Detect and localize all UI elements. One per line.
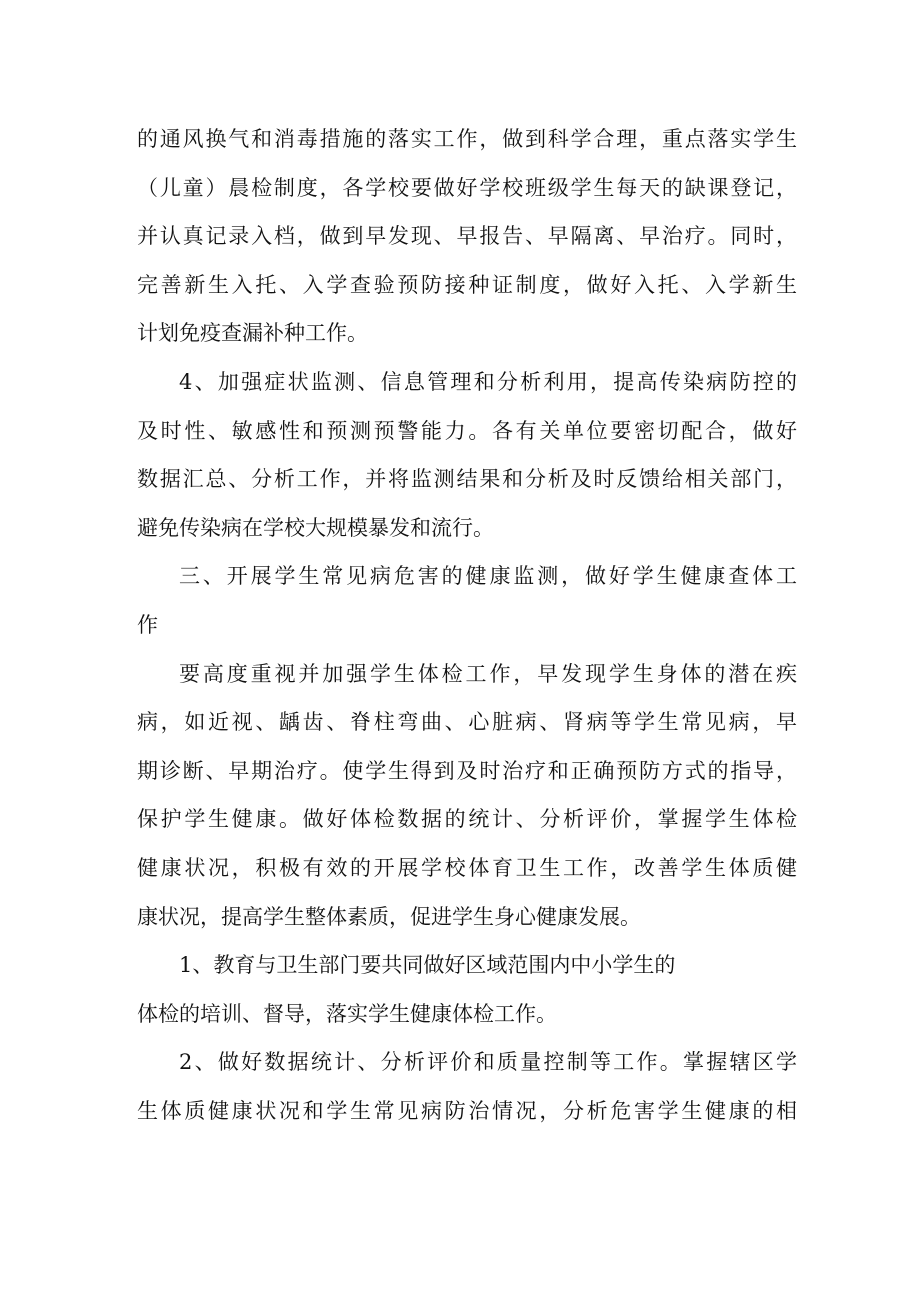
text-line: 体检的培训、督导，落实学生健康体检工作。: [137, 1001, 557, 1026]
paragraph-first-line: 2、做好数据统计、分析评价和质量控制等工作。掌握辖区学: [179, 1050, 797, 1075]
document-body: [137, 115, 797, 1135]
text-line: 康状况，提高学生整体素质，促进学生身心健康发展。: [137, 904, 641, 929]
text-line: 健康状况，积极有效的开展学校体育卫生工作，改善学生体质健: [137, 855, 797, 880]
text-line: 及时性、敏感性和预测预警能力。各有关单位要密切配合，做好: [137, 418, 797, 443]
paragraph-first-line: 4、加强症状监测、信息管理和分析利用，提高传染病防控的: [179, 369, 797, 394]
text-line: 完善新生入托、入学查验预防接种证制度，做好入托、入学新生: [137, 272, 797, 297]
text-line: 保护学生健康。做好体检数据的统计、分析评价，掌握学生体检: [137, 807, 797, 832]
text-line: 生体质健康状况和学生常见病防治情况，分析危害学生健康的相: [137, 1098, 797, 1123]
text-line: 计划免疫查漏补种工作。: [137, 321, 368, 346]
paragraph-first-line: 1、教育与卫生部门要共同做好区域范围内中小学生的: [179, 953, 676, 978]
text-line: 的通风换气和消毒措施的落实工作，做到科学合理，重点落实学生: [137, 127, 797, 151]
paragraph-first-line: 要高度重视并加强学生体检工作，早发现学生身体的潜在疾: [179, 661, 797, 686]
text-line: 病，如近视、龋齿、脊柱弯曲、心脏病、肾病等学生常见病，早: [137, 710, 797, 735]
text-line: 数据汇总、分析工作，并将监测结果和分析及时反馈给相关部门，: [137, 467, 797, 492]
text-line: （儿童）晨检制度，各学校要做好学校班级学生每天的缺课登记，: [137, 175, 797, 200]
text-line: 并认真记录入档，做到早发现、早报告、早隔离、早治疗。同时，: [137, 224, 797, 249]
section-heading-line: 三、开展学生常见病危害的健康监测，做好学生健康查体工: [179, 564, 797, 589]
text-line: 期诊断、早期治疗。使学生得到及时治疗和正确预防方式的指导，: [137, 758, 797, 783]
section-heading-line: 作: [137, 612, 158, 637]
text-line: 避免传染病在学校大规模暴发和流行。: [137, 515, 494, 540]
